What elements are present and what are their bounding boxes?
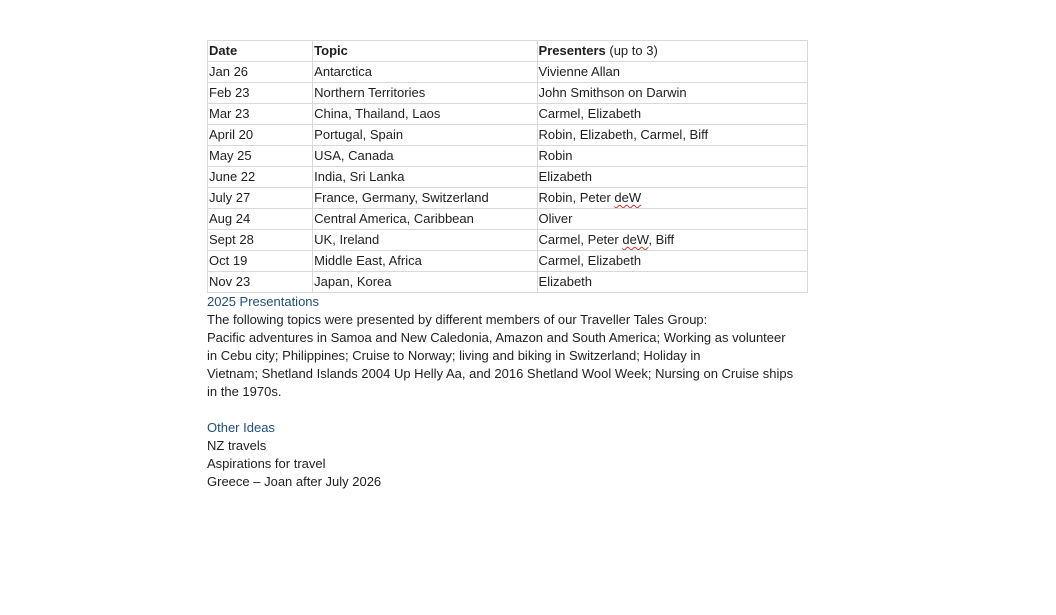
- document-page: [207, 40, 808, 491]
- presentations-2025-heading: 2025 Presentations: [207, 294, 320, 309]
- cell-date: May 25: [208, 146, 313, 167]
- blank-line: [207, 401, 808, 419]
- cell-presenters: Carmel, Elizabeth: [537, 104, 807, 125]
- cell-date: Jan 26: [208, 62, 313, 83]
- table-row: [208, 104, 808, 125]
- presentations-2025-line-3: Vietnam; Shetland Islands 2004 Up Helly Aa, and 2016 Shetland Wool Week; Nursing on Cruise ships: [207, 366, 794, 381]
- table-header-row: [208, 41, 808, 62]
- presentations-2025-line-1: Pacific adventures in Samoa and New Caledonia, Amazon and South America; Working as volunteer: [207, 330, 786, 345]
- cell-topic: USA, Canada: [313, 146, 537, 167]
- table-row: [208, 167, 808, 188]
- cell-topic: France, Germany, Switzerland: [313, 188, 537, 209]
- cell-date: June 22: [208, 167, 313, 188]
- header-presenters: Presenters (up to 3): [537, 41, 807, 62]
- table-row: [208, 125, 808, 146]
- cell-topic: Central America, Caribbean: [313, 209, 537, 230]
- cell-topic: Japan, Korea: [313, 272, 537, 293]
- cell-date: Aug 24: [208, 209, 313, 230]
- cell-presenters: Elizabeth: [537, 272, 807, 293]
- table-row: [208, 272, 808, 293]
- header-topic: Topic: [313, 41, 537, 62]
- cell-presenters: Elizabeth: [537, 167, 807, 188]
- cell-date: Mar 23: [208, 104, 313, 125]
- table-row: [208, 251, 808, 272]
- other-idea-item: NZ travels: [207, 438, 267, 453]
- cell-presenters: Oliver: [537, 209, 807, 230]
- cell-presenters: Carmel, Peter deW, Biff: [537, 230, 807, 251]
- cell-presenters: Robin, Elizabeth, Carmel, Biff: [537, 125, 807, 146]
- cell-date: July 27: [208, 188, 313, 209]
- cell-date: Feb 23: [208, 83, 313, 104]
- table-row: [208, 83, 808, 104]
- spellcheck-flagged-word[interactable]: deW: [614, 190, 642, 205]
- cell-presenters: Vivienne Allan: [537, 62, 807, 83]
- spellcheck-flagged-word[interactable]: deW: [622, 232, 649, 247]
- presentations-2025-intro: The following topics were presented by different members of our Traveller Tales Group:: [207, 312, 708, 327]
- table-row: [208, 146, 808, 167]
- cell-topic: UK, Ireland: [313, 230, 537, 251]
- cell-presenters: Robin: [537, 146, 807, 167]
- cell-topic: Portugal, Spain: [313, 125, 537, 146]
- cell-presenters: Robin, Peter deW: [537, 188, 807, 209]
- presentations-2025-line-4: in the 1970s.: [207, 384, 282, 399]
- cell-date: April 20: [208, 125, 313, 146]
- table-row: [208, 230, 808, 251]
- other-idea-item: Aspirations for travel: [207, 456, 326, 471]
- other-idea-item: Greece – Joan after July 2026: [207, 474, 382, 489]
- header-date: Date: [208, 41, 313, 62]
- table-row: [208, 188, 808, 209]
- presentations-2025-line-2: in Cebu city; Philippines; Cruise to Norway; living and biking in Switzerland; Holiday in: [207, 348, 701, 363]
- cell-topic: Middle East, Africa: [313, 251, 537, 272]
- cell-topic: China, Thailand, Laos: [313, 104, 537, 125]
- cell-date: Oct 19: [208, 251, 313, 272]
- presentation-schedule-table: [207, 40, 808, 293]
- cell-presenters: John Smithson on Darwin: [537, 83, 807, 104]
- cell-date: Sept 28: [208, 230, 313, 251]
- cell-topic: Northern Territories: [313, 83, 537, 104]
- other-ideas-heading: Other Ideas: [207, 420, 275, 435]
- table-row: [208, 62, 808, 83]
- cell-topic: Antarctica: [313, 62, 537, 83]
- cell-presenters: Carmel, Elizabeth: [537, 251, 807, 272]
- cell-topic: India, Sri Lanka: [313, 167, 537, 188]
- table-row: [208, 209, 808, 230]
- cell-date: Nov 23: [208, 272, 313, 293]
